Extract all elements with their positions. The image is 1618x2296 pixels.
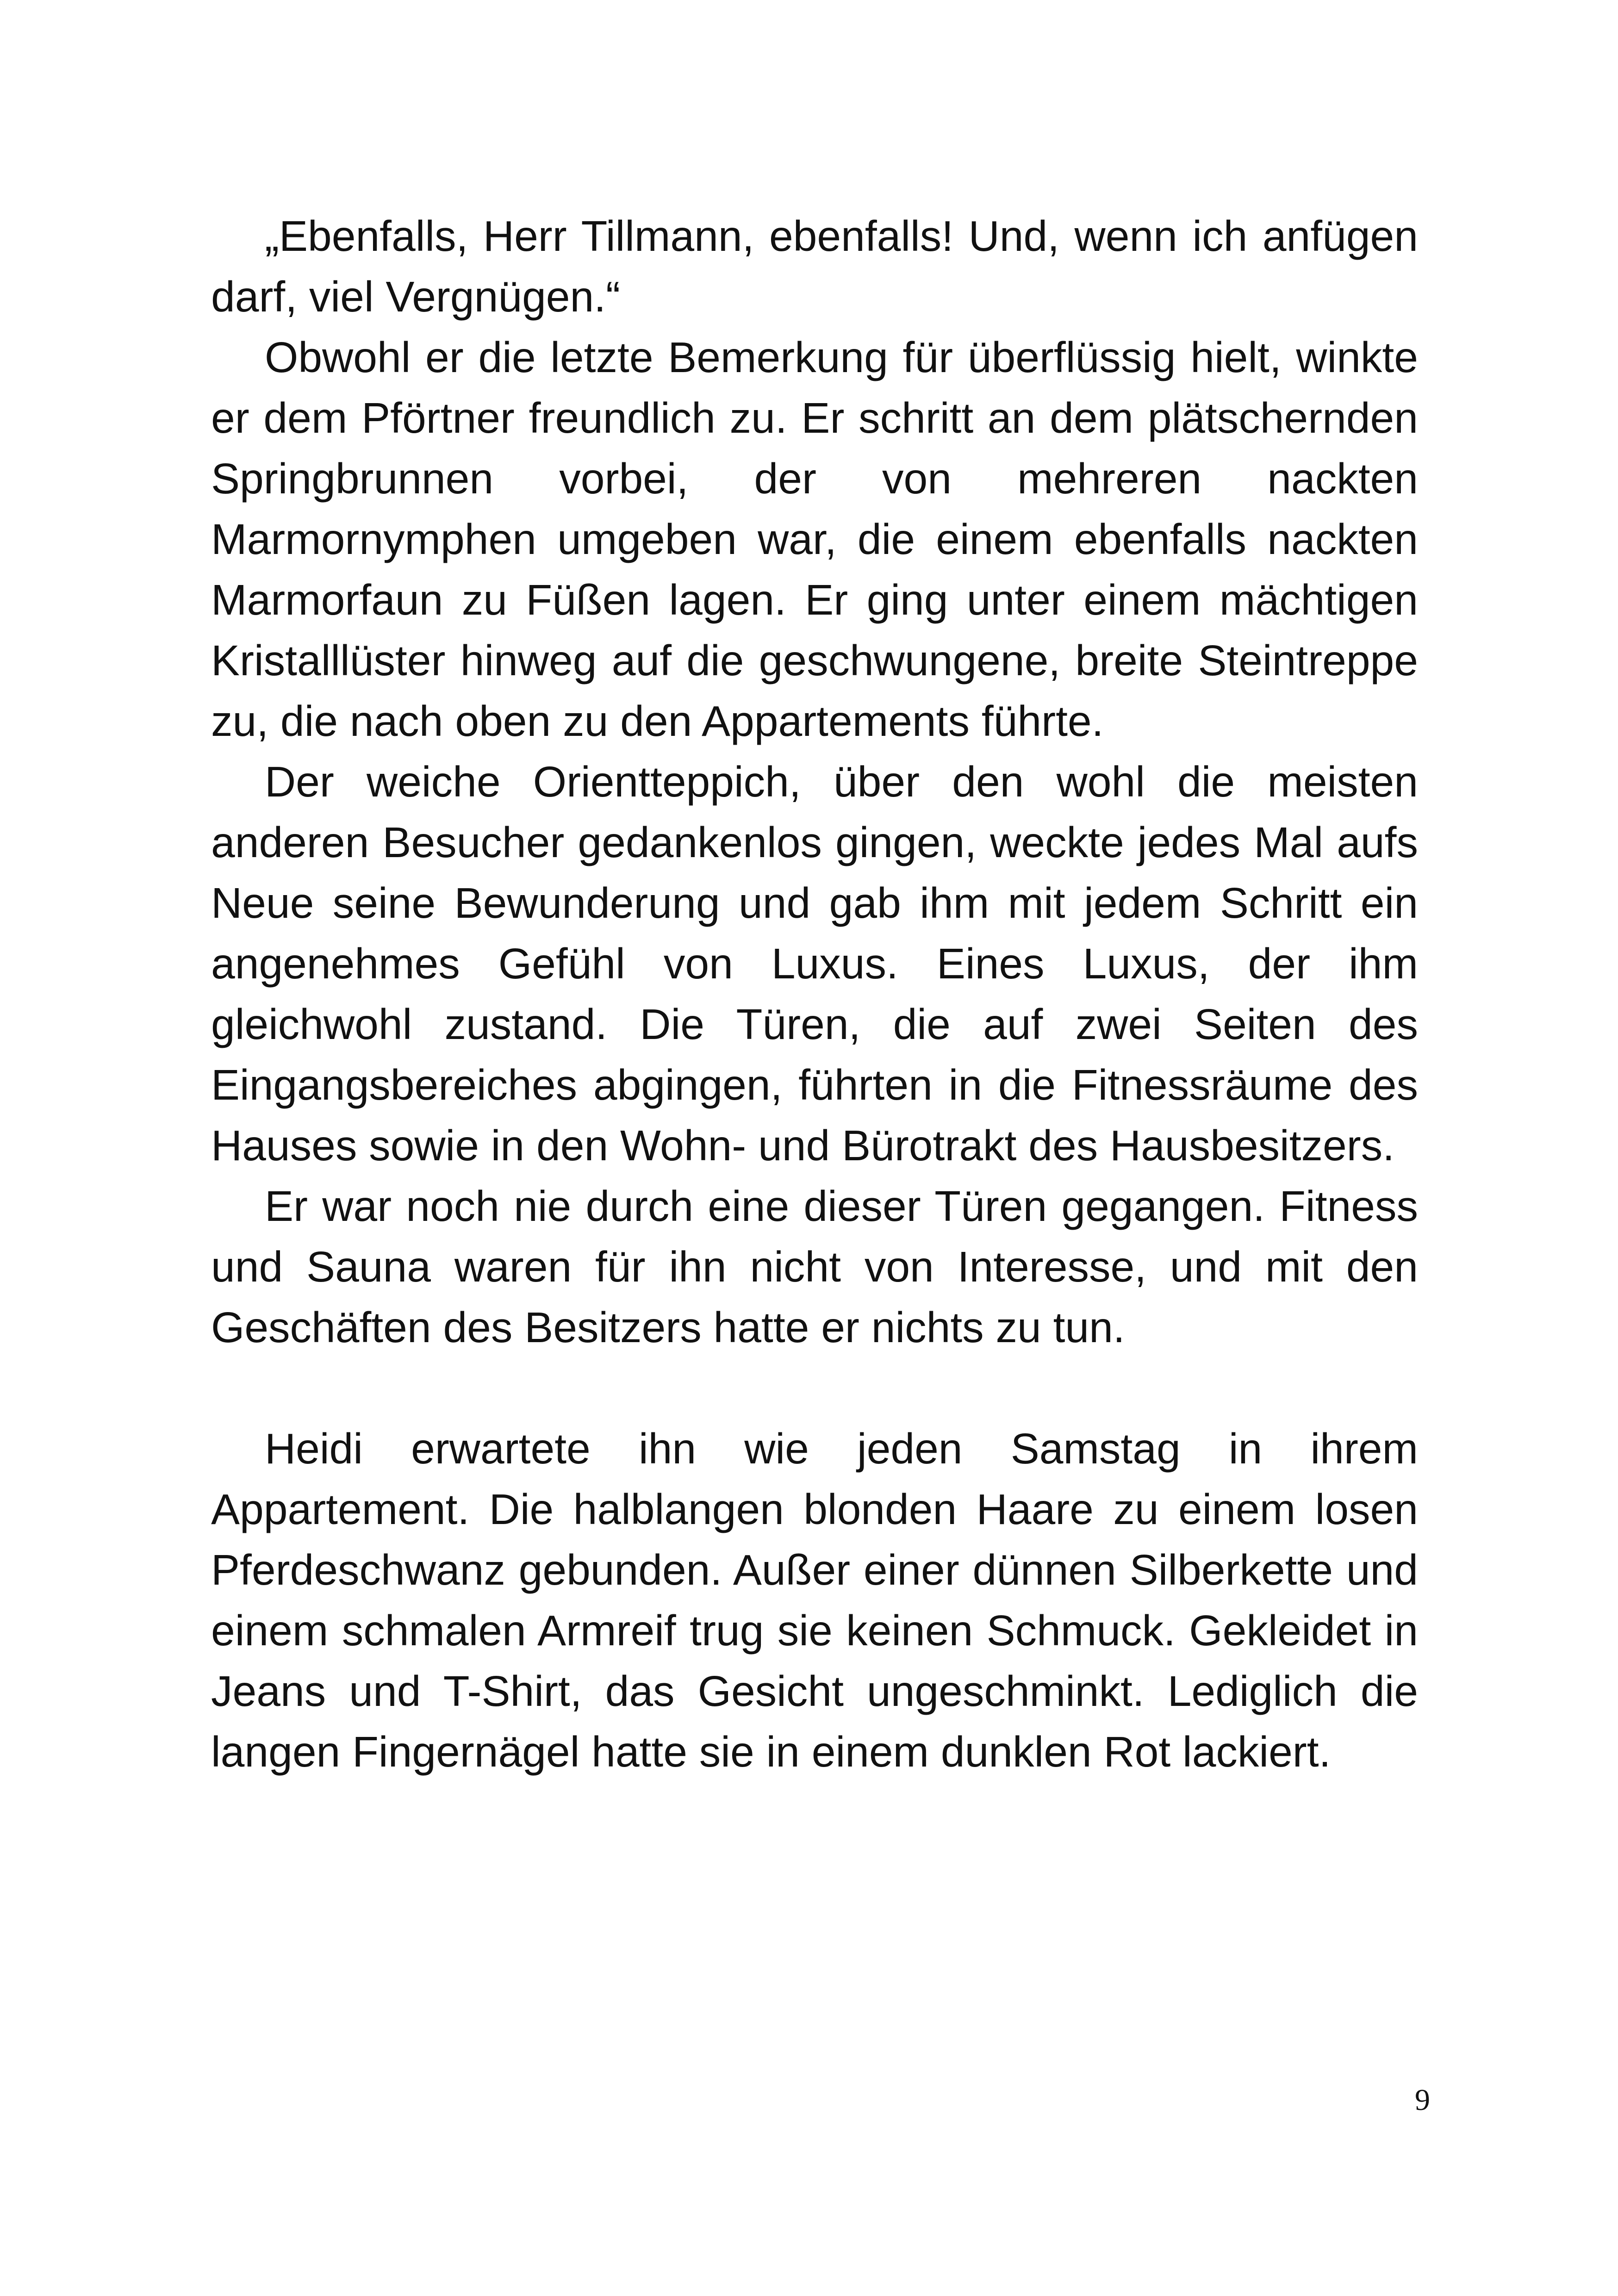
- paragraph-4: Er war noch nie durch eine dieser Türen gegangen. Fitness und Sauna waren für ihn nicht von Interesse, und mit den Geschäften des Besitzers hatte er nichts zu tun.: [211, 1182, 1418, 1351]
- body-text: [211, 206, 1418, 1782]
- paragraph-2: Obwohl er die letzte Bemerkung für überflüssig hielt, winkte er dem Pförtner freundlich zu. Er schritt an dem plätschernden Springbrunnen vorbei, der von mehreren nackten Marmornymphen umgeben war, die einem ebenfalls nackten Marmorfaun zu Füßen lagen. Er ging unter einem mächtigen Kristalllüster hinweg auf die geschwungene, breite Steintreppe zu, die nach oben zu den Appartements führte.: [211, 333, 1418, 745]
- page-number: 9: [1415, 2083, 1430, 2117]
- paragraph-5: Heidi erwartete ihn wie jeden Samstag in ihrem Appartement. Die halblangen blonden Haare zu einem losen Pferdeschwanz gebunden. Außer einer dünnen Silberkette und einem schmalen Armreif trug sie keinen Schmuck. Gekleidet in Jeans und T-Shirt, das Gesicht ungeschminkt. Lediglich die langen Fingernägel hatte sie in einem dunklen Rot lackiert.: [211, 1425, 1418, 1776]
- paragraph-1: „Ebenfalls, Herr Tillmann, ebenfalls! Und, wenn ich anfügen darf, viel Vergnügen.“: [211, 212, 1418, 321]
- paragraph-3: Der weiche Orientteppich, über den wohl die meisten anderen Besucher gedankenlos gingen, weckte jedes Mal aufs Neue seine Bewunderung und gab ihm mit jedem Schritt ein angenehmes Gefühl von Luxus. Eines Luxus, der ihm gleichwohl zustand. Die Türen, die auf zwei Seiten des Eingangsbereiches abgingen, führten in die Fitnessräume des Hauses sowie in den Wohn- und Bürotrakt des Hausbesitzers.: [211, 758, 1418, 1170]
- section-break: [211, 1358, 1418, 1419]
